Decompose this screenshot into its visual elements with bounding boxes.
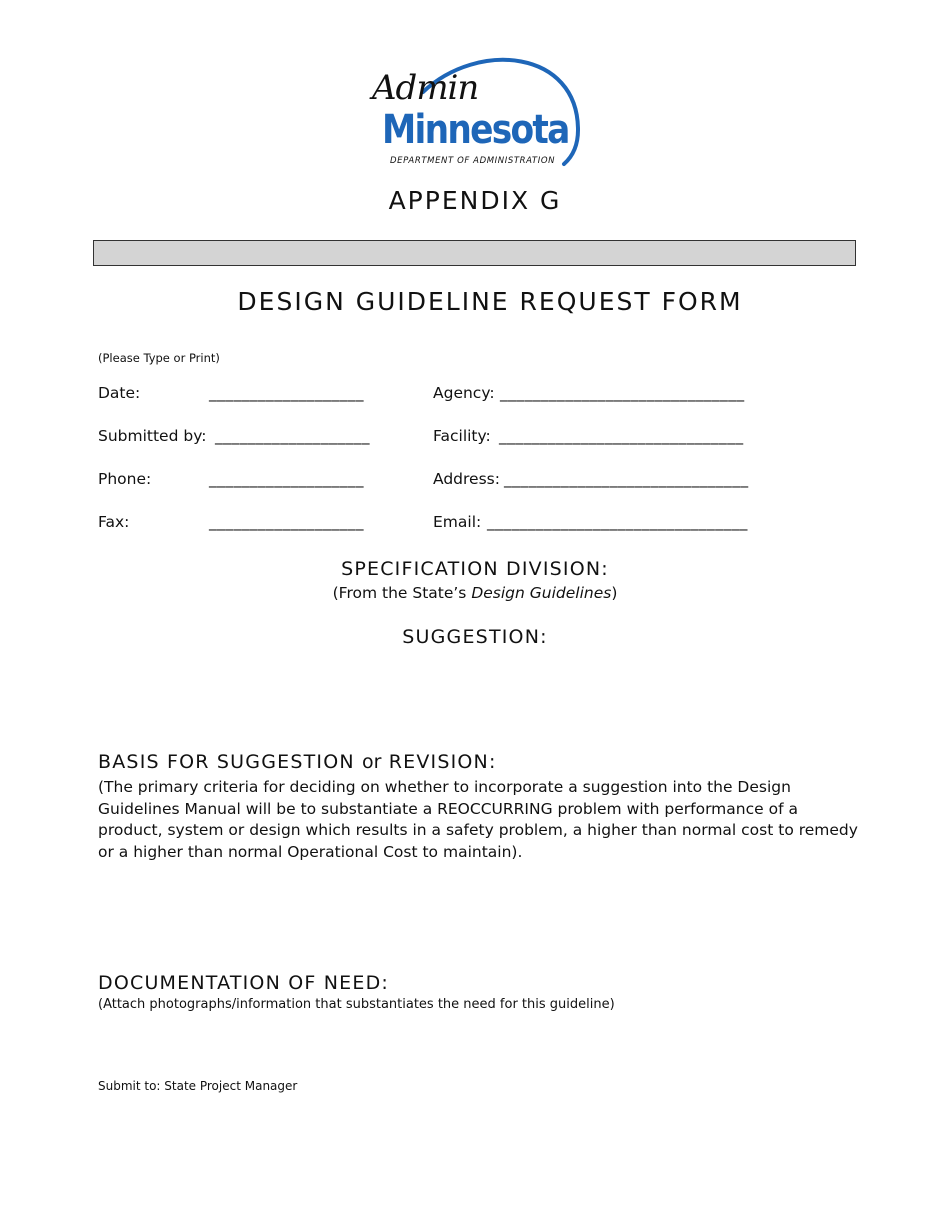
suggestion-heading: SUGGESTION: bbox=[402, 626, 548, 648]
submitted-by-label: Submitted by: bbox=[98, 427, 207, 445]
address-label: Address: bbox=[433, 470, 500, 488]
email-field[interactable]: ________________________________ bbox=[487, 513, 748, 531]
email-label: Email: bbox=[433, 513, 482, 531]
fax-field[interactable]: ___________________ bbox=[209, 513, 364, 531]
basis-description: (The primary criteria for deciding on whether to incorporate a suggestion into the Design Guidelines Manual will be to substantiate a REOCCURRING problem with performance of a product, system or design which results in a safety problem, a higher than normal cost to remedy or a higher than normal Operational Cost to maintain). bbox=[98, 778, 858, 861]
agency-label: Agency: bbox=[433, 384, 495, 402]
specification-division-heading: SPECIFICATION DIVISION: bbox=[341, 558, 609, 580]
fax-label: Fax: bbox=[98, 513, 130, 531]
specification-division-subtitle: (From the State’s Design Guidelines) bbox=[332, 584, 618, 602]
address-field[interactable]: ______________________________ bbox=[504, 470, 749, 488]
date-field[interactable]: ___________________ bbox=[209, 384, 364, 402]
logo-admin-text: Admin bbox=[372, 68, 479, 108]
submitted-by-field[interactable]: ___________________ bbox=[215, 427, 370, 445]
design-guidelines-italic: Design Guidelines bbox=[471, 584, 612, 602]
appendix-title: APPENDIX G bbox=[388, 186, 562, 215]
header-divider-bar bbox=[93, 240, 856, 266]
basis-heading: BASIS FOR SUGGESTION or REVISION: bbox=[98, 751, 497, 773]
form-title: DESIGN GUIDELINE REQUEST FORM bbox=[237, 287, 743, 316]
date-label: Date: bbox=[98, 384, 141, 402]
submit-to-note: Submit to: State Project Manager bbox=[98, 1079, 298, 1093]
agency-field[interactable]: ______________________________ bbox=[500, 384, 745, 402]
facility-label: Facility: bbox=[433, 427, 491, 445]
facility-field[interactable]: ______________________________ bbox=[499, 427, 744, 445]
documentation-heading: DOCUMENTATION OF NEED: bbox=[98, 972, 390, 994]
phone-field[interactable]: ___________________ bbox=[209, 470, 364, 488]
phone-label: Phone: bbox=[98, 470, 152, 488]
logo-minnesota-text: Minnesota bbox=[382, 107, 569, 153]
logo-department-text: DEPARTMENT OF ADMINISTRATION bbox=[390, 156, 556, 166]
print-instruction: (Please Type or Print) bbox=[98, 351, 220, 365]
documentation-description: (Attach photographs/information that substantiates the need for this guideline) bbox=[98, 997, 615, 1012]
admin-minnesota-logo bbox=[368, 52, 588, 172]
